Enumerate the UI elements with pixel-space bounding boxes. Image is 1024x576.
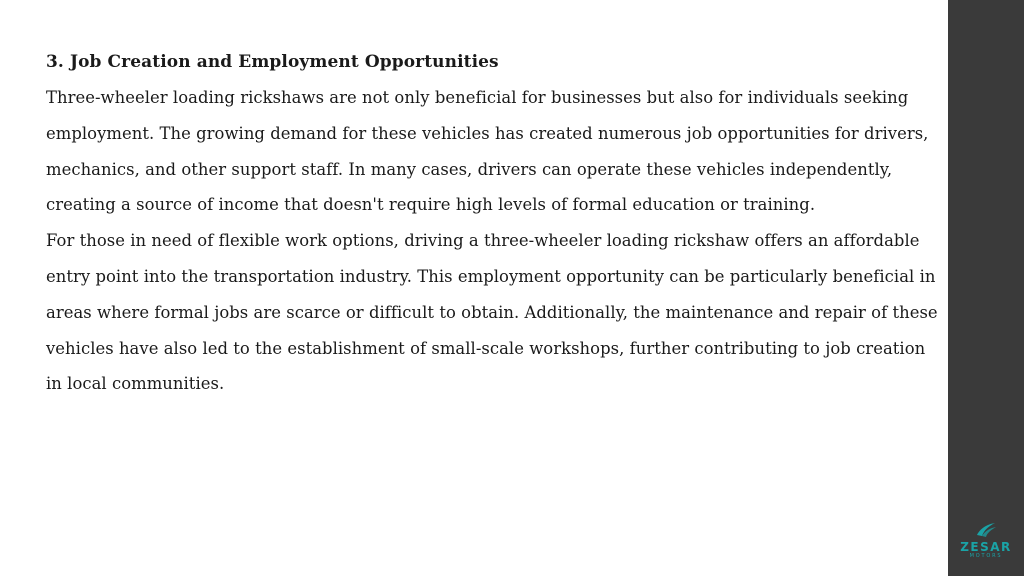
section-heading: 3. Job Creation and Employment Opportunities	[46, 52, 499, 72]
sidebar-panel	[948, 0, 1024, 576]
brand-tagline: MOTORS	[969, 553, 1003, 559]
brand-name: ZESAR	[960, 540, 1012, 554]
swoosh-icon	[973, 521, 999, 539]
brand-logo	[948, 521, 1024, 560]
paragraph-2: For those in need of flexible work options, driving a three-wheeler loading rickshaw offers an affordable entry point into the transportation industry. This employment opportunity can be particularly beneficial in areas where formal jobs are scarce or difficult to obtain. Additionally, the maintenance and repair of these vehicles have also led to the establishment of small-scale workshops, further contributing to job creation in local communities.	[46, 231, 938, 394]
paragraph-1: Three-wheeler loading rickshaws are not only beneficial for businesses but also for individuals seeking employment. The growing demand for these vehicles has created numerous job opportunities for drivers, mechanics, and other support staff. In many cases, drivers can operate these vehicles independently, creating a source of income that doesn't require high levels of formal education or training.	[46, 88, 929, 215]
slide-content	[46, 44, 941, 402]
